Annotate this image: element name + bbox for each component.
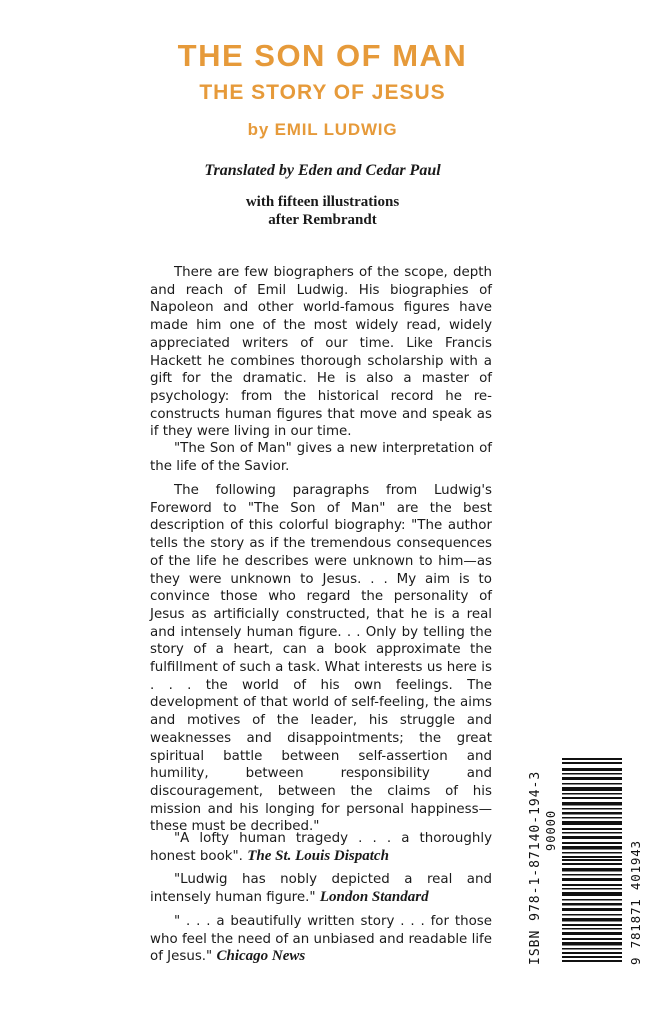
blurb-text-2: "The Son of Man" gives a new interpretation of the life of the Savior. [150,441,492,474]
press-quote [150,830,492,865]
translator-credit: Translated by Eden and Cedar Paul [204,162,441,179]
isbn-label: ISBN 978-1-87140-194-3 [528,770,543,965]
barcode-icon [562,758,622,963]
quote-text: "A lofty human tragedy . . . a thoroughly honest book". [150,831,492,864]
blurb-text-3: The following paragraphs from Ludwig's Foreword to "The Son of Man" are the best description of this colorful biography: "The author tells the story as if the tremendous consequences of the life he describes were unknown to him—as they were unknown to Jesus. . . My aim is to convince those who regard the personality of Jesus as artificially constructed, that he is a real and intensely human figure. . . Only by telling the story of a heart, can a book approximate the fulfillment of such a task. What interests us here is . . . the world of his own feelings. The development of that world of self-feeling, the aims and motives of the leader, his struggle and weaknesses and disappointments; the great spiritual battle between self-assertion and humility, between responsibility and discouragement, between the claims of his mission and his longing for personal happiness—these must be decribed." [150,483,492,835]
illustration-credit-line2: after Rembrandt [268,212,377,228]
blurb-text-1: There are few biographers of the scope, depth and reach of Emil Ludwig. His biographies of Napoleon and other world-famous figures have made him one of the most widely read, widely appreciated writers of our time. Like Francis Hackett he combines thorough scholarship with a gift for the dramatic. He is also a master of psychology: from the historical record he re-constructs human figures that move and speak as if they were living in our time. [150,265,492,440]
press-quote [150,913,492,966]
blurb-paragraph-1 [150,264,492,441]
book-subtitle: THE STORY OF JESUS [199,81,446,104]
barcode-digits: 9 781871 401943 [628,840,643,965]
illustration-credit-line1: with fifteen illustrations [245,194,400,210]
quote-source: London Standard [319,889,429,906]
blurb-paragraph-2 [150,440,492,475]
blurb-paragraph-3 [150,482,492,836]
press-quotes [150,830,492,972]
price-code: 90000 [544,809,558,851]
quote-text: " . . . a beautifully written story . . . for those who feel the need of an unbiased and readable life of Jesus." [150,913,492,965]
press-quote [150,871,492,906]
book-author: by EMIL LUDWIG [247,120,398,139]
quote-source: The St. Louis Dispatch [247,847,389,864]
book-title: THE SON OF MAN [177,38,468,73]
quote-text: "Ludwig has nobly depicted a real and intensely human figure." [150,872,492,906]
quote-source: Chicago News [216,948,306,965]
